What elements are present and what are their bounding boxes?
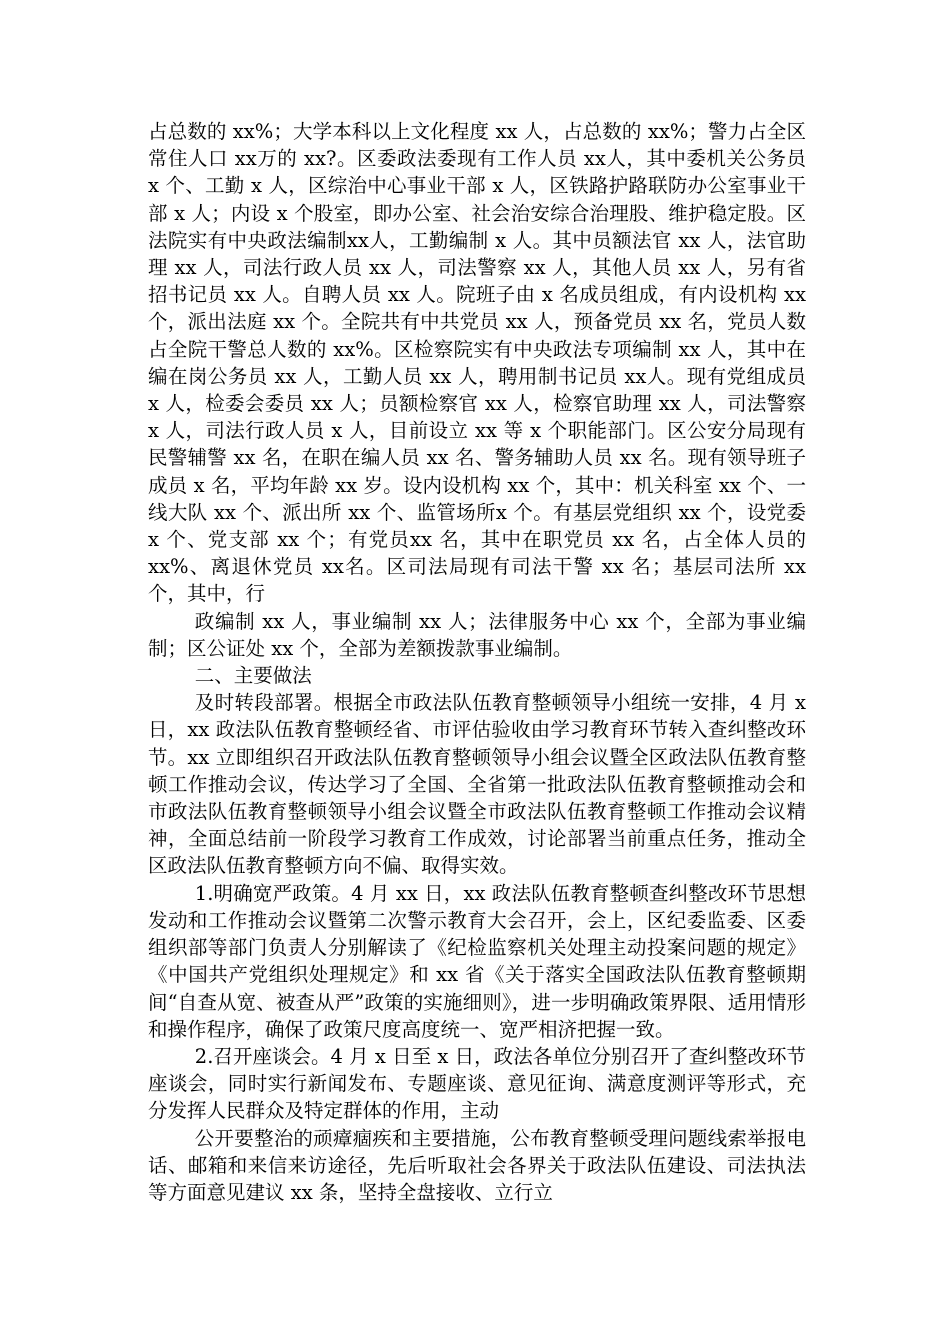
document-body bbox=[148, 118, 806, 1206]
paragraph-staffing-continued: 政编制 xx 人，事业编制 xx 人；法律服务中心 xx 个，全部为事业编制；区公证处 xx 个，全部为差额拨款事业编制。 bbox=[148, 609, 806, 660]
paragraph-timely-deployment: 及时转段部署。根据全市政法队伍教育整顿领导小组统一安排，4 月 x 日，xx 政法队伍教育整顿经省、市评估验收由学习教育环节转入查纠整改环节。xx 立即组织召开政法队伍教育整顿领导小组会议暨全区政法队伍教育整顿工作推动会议，传达学习了全国、全省第一批政法队伍教育整顿推动会和市政法队伍教育整顿领导小组会议暨全市政法队伍教育整顿工作推动会议精神，全面总结前一阶段学习教育工作成效，讨论部署当前重点任务，推动全区政法队伍教育整顿方向不偏、取得实效。 bbox=[148, 691, 806, 878]
section-heading-main-practices: 二、主要做法 bbox=[194, 664, 312, 688]
paragraph-clarify-policy: 1.明确宽严政策。4 月 xx 日，xx 政法队伍教育整顿查纠整改环节思想发动和工作推动会议暨第二次警示教育大会召开，会上，区纪委监委、区委组织部等部门负责人分别解读了《纪检监察机关处理主动投案问题的规定》《中国共产党组织处理规定》和 xx 省《关于落实全国政法队伍教育整顿期间“自查从宽、被查从严”政策的实施细则》，进一步明确政策界限、适用情形和操作程序，确保了政策尺度高度统一、宽严相济把握一致。 bbox=[148, 881, 806, 1041]
paragraph-public-disclosure: 公开要整治的顽瘴痼疾和主要措施，公布教育整顿受理问题线索举报电话、邮箱和来信来访途径，先后听取社会各界关于政法队伍建设、司法执法等方面意见建议 xx 条，坚持全盘接收、立行立 bbox=[148, 1126, 806, 1204]
paragraph-staffing-overview: 占总数的 xx%；大学本科以上文化程度 xx 人，占总数的 xx%；警力占全区常住人口 xx万的 xx?。区委政法委现有工作人员 xx人，其中委机关公务员 x 个、工勤 x 人，区综治中心事业干部 x 人，区铁路护路联防办公室事业干部 x 人；内设 x 个股室，即办公室、社会治安综合治理股、维护稳定股。区法院实有中央政法编制xx人，工勤编制 x 人。其中员额法官 xx 人，法官助理 xx 人，司法行政人员 xx 人，司法警察 xx 人，其他人员 xx 人，另有省招书记员 xx 人。自聘人员 xx 人。院班子由 x 名成员组成，有内设机构 xx 个，派出法庭 xx 个。全院共有中共党员 xx 人，预备党员 xx 名，党员人数占全院干警总人数的 xx%。区检察院实有中央政法专项编制 xx 人，其中在编在岗公务员 xx 人，工勤人员 xx 人，聘用制书记员 xx人。现有党组成员 x 人，检委会委员 xx 人；员额检察官 xx 人，检察官助理 xx 人，司法警察 x 人，司法行政人员 x 人，目前设立 xx 等 x 个职能部门。区公安分局现有民警辅警 xx 名，在职在编人员 xx 名、警务辅助人员 xx 名。现有领导班子成员 x 名，平均年龄 xx 岁。设内设机构 xx 个，其中：机关科室 xx 个、一线大队 xx 个、派出所 xx 个、监管场所x 个。有基层党组织 xx 个，设党委 x 个、党支部 xx 个；有党员xx 名，其中在职党员 xx 名，占全体人员的 xx%、离退休党员 xx名。区司法局现有司法干警 xx 名；基层司法所 xx 个，其中，行 bbox=[148, 120, 806, 606]
paragraph-symposium: 2.召开座谈会。4 月 x 日至 x 日，政法各单位分别召开了查纠整改环节座谈会，同时实行新闻发布、专题座谈、意见征询、满意度测评等形式，充分发挥人民群众及特定群体的作用，主动 bbox=[148, 1044, 806, 1123]
